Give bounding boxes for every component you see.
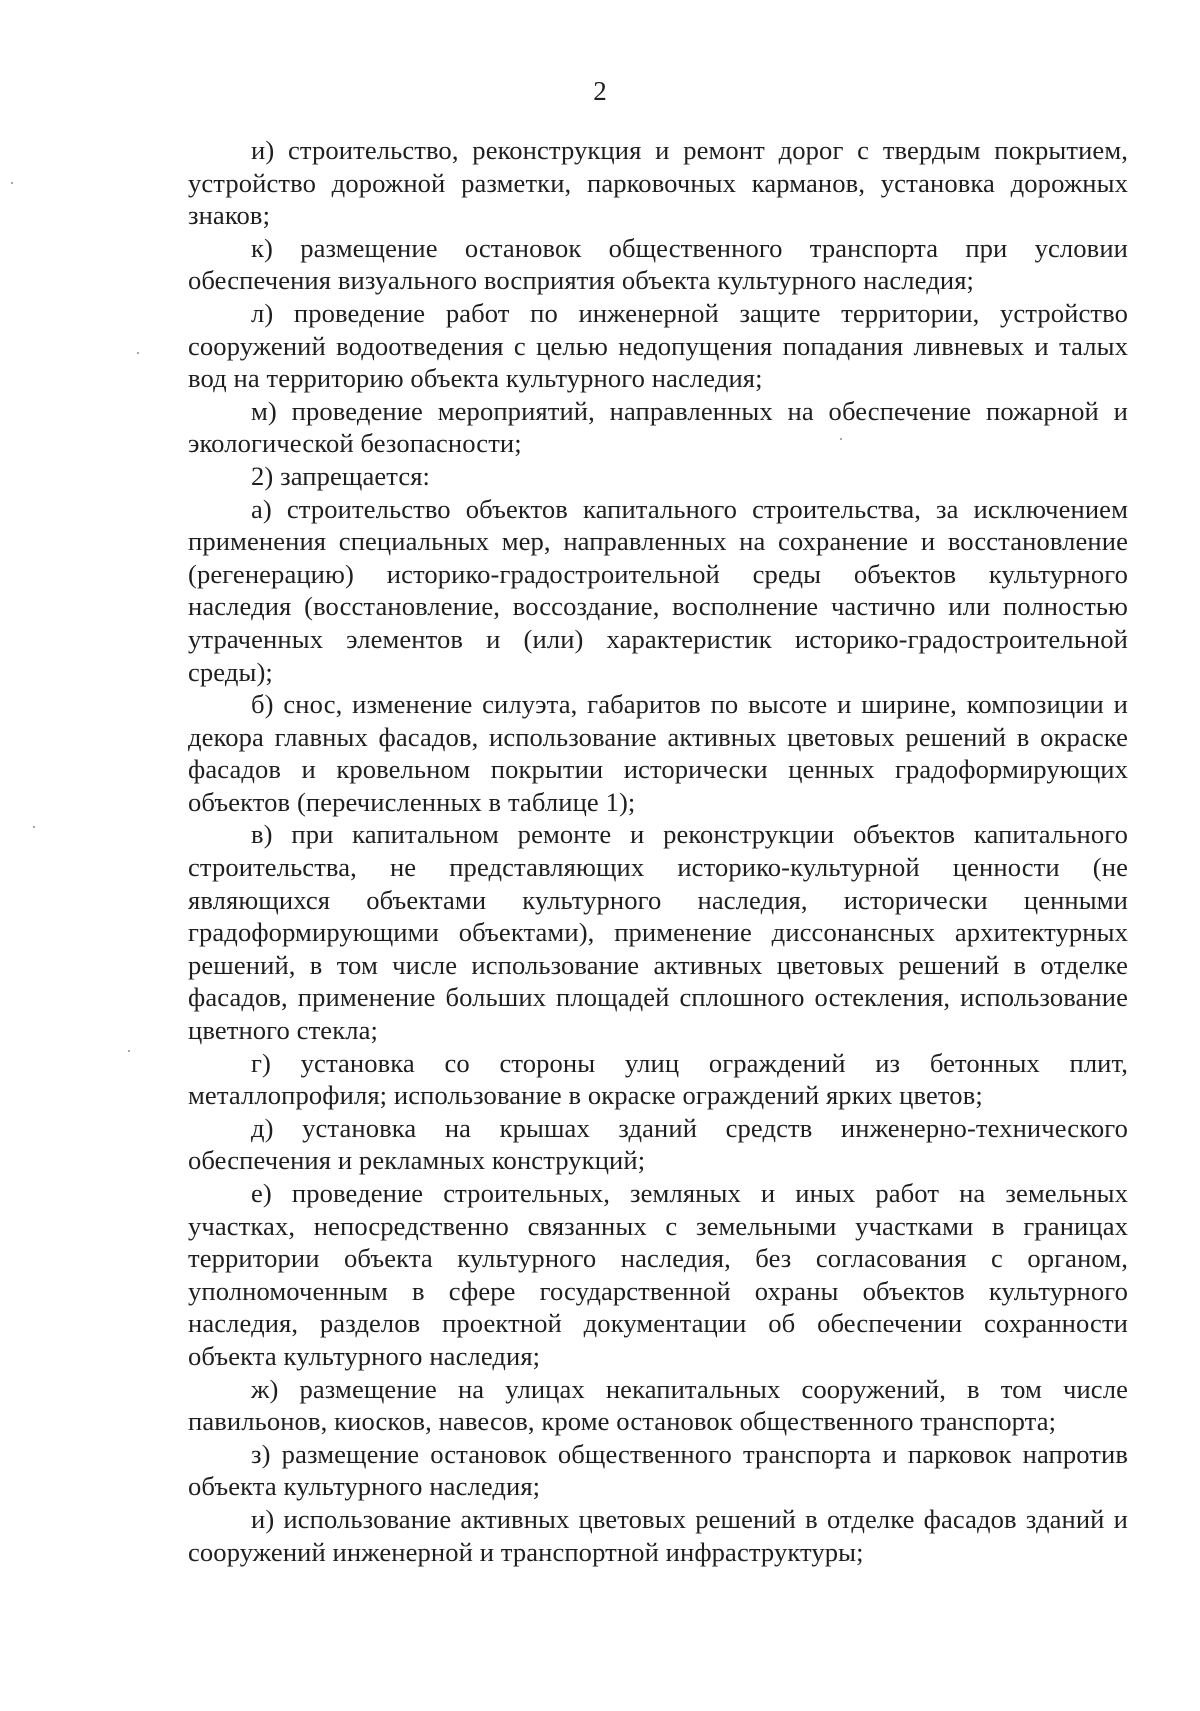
paragraph-item-g-fences: г) установка со стороны улиц ограждений из бетонных плит, металлопрофиля; использование в окраске ограждений ярких цветов;	[188, 1047, 1128, 1111]
scan-speck	[33, 826, 35, 828]
paragraph-item-m-safety: м) проведение мероприятий, направленных на обеспечение пожарной и экологической безопасности;	[188, 395, 1128, 459]
paragraph-item-a-construction: а) строительство объектов капитального строительства, за исключением применения специальных мер, направленных на сохранение и восстановление (регенерацию) историко-градостроительной среды объектов культурного наследия (восстановление, воссоздание, восполнение частично или полностью утраченных элементов и (или) характеристик историко-градостроительной среды);	[188, 493, 1128, 687]
paragraph-item-z-parking: з) размещение остановок общественного транспорта и парковок напротив объекта культурного наследия;	[188, 1438, 1128, 1502]
paragraph-item-zh-pavilions: ж) размещение на улицах некапитальных сооружений, в том числе павильонов, киосков, навесов, кроме остановок общественного транспорта;	[188, 1373, 1128, 1437]
paragraph-item-b-demolition: б) снос, изменение силуэта, габаритов по высоте и ширине, композиции и декора главных фасадов, использование активных цветовых решений в окраске фасадов и кровельном покрытии исторически ценных градоформирующих объектов (перечисленных в таблице 1);	[188, 689, 1128, 817]
paragraph-prohibited-heading: 2) запрещается:	[251, 460, 431, 491]
paragraph-item-k-stops: к) размещение остановок общественного транспорта при условии обеспечения визуального восприятия объекта культурного наследия;	[188, 232, 1128, 296]
document-body	[188, 134, 1128, 1568]
paragraph-item-l-engineering-protection: л) проведение работ по инженерной защите территории, устройство сооружений водоотведения с целью недопущения попадания ливневых и талых вод на территорию объекта культурного наследия;	[188, 297, 1128, 394]
paragraph-item-d-rooftop: д) установка на крышах зданий средств инженерно-технического обеспечения и рекламных конструкций;	[188, 1112, 1128, 1176]
scan-speck	[840, 438, 842, 440]
scan-speck	[11, 182, 13, 184]
scan-speck	[128, 1050, 130, 1052]
page-number: 2	[593, 76, 607, 106]
paragraph-item-i-colors: и) использование активных цветовых решений в отделке фасадов зданий и сооружений инженерной и транспортной инфраструктуры;	[188, 1503, 1128, 1567]
paragraph-item-v-renovation: в) при капитальном ремонте и реконструкции объектов капитального строительства, не представляющих историко-культурной ценности (не являющихся объектами культурного наследия, исторически ценными градоформирующими объектами), применение диссонансных архитектурных решений, в том числе использование активных цветовых решений в отделке фасадов, применение больших площадей сплошного остекления, использование цветного стекла;	[188, 819, 1128, 1046]
paragraph-item-e-earthworks: е) проведение строительных, земляных и иных работ на земельных участках, непосредственно связанных с земельными участками в границах территории объекта культурного наследия, без согласования с органом, уполномоченным в сфере государственной охраны объектов культурного наследия, разделов проектной документации об обеспечении сохранности объекта культурного наследия;	[188, 1178, 1128, 1371]
paragraph-item-i-roads: и) строительство, реконструкция и ремонт дорог с твердым покрытием, устройство дорожной разметки, парковочных карманов, установка дорожных знаков;	[188, 135, 1128, 231]
scan-speck	[137, 352, 139, 354]
